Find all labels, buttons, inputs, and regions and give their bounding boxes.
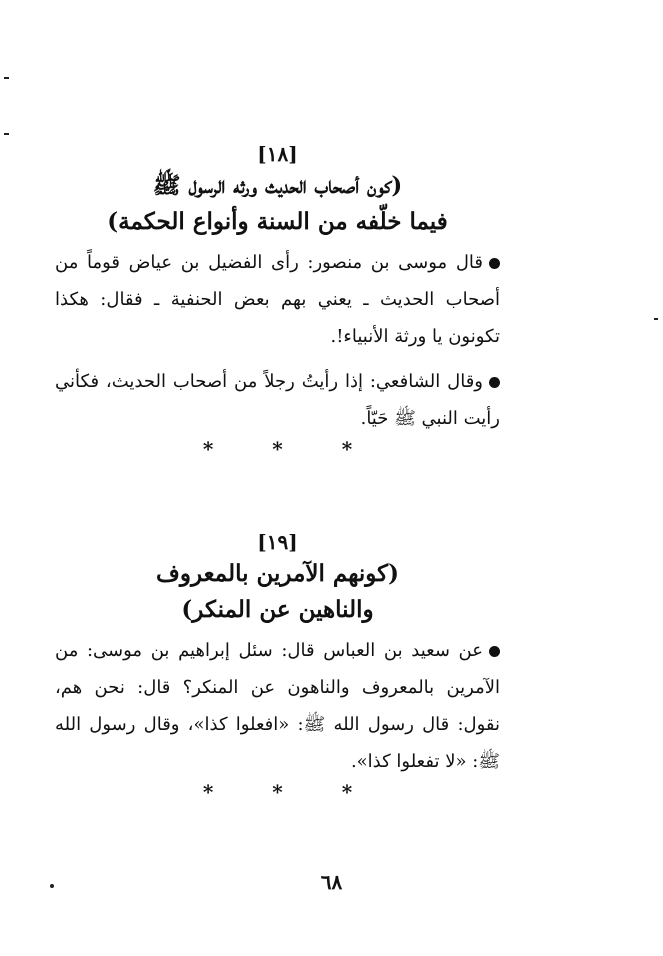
paragraph-text: قال موسى بن منصور: رأى الفضيل بن عياض قوماً من أصحاب الحديث ـ يعني بهم بعض الحنفية ـ فقال: هكذا تكونون يا ورثة الأنبياء!. <box>55 252 500 347</box>
section-number: [١٩] <box>257 530 298 554</box>
paragraph <box>55 632 500 780</box>
paragraph-text: عن سعيد بن العباس قال: سئل إبراهيم بن موسى: من الآمرين بالمعروف والناهون عن المنكر؟ قال: نحن هم، نقول: قال رسول الله ﷺ: «افعلوا كذا»، وقال رسول الله ﷺ: «لا تفعلوا كذا». <box>55 640 501 772</box>
margin-mark <box>4 77 9 79</box>
paragraph <box>55 363 500 437</box>
bullet-icon <box>489 646 500 657</box>
section-19 <box>55 530 500 804</box>
heading-line: (كون أصحاب الحديث ورثه الرسول ﷺ <box>152 172 403 199</box>
section-body <box>55 632 500 780</box>
margin-mark <box>654 318 658 320</box>
paragraph-text: وقال الشافعي: إذا رأيتُ رجلاً من أصحاب الحديث، فكأني رأيت النبي ﷺ حَيّاً. <box>55 371 500 429</box>
bullet-icon <box>489 258 500 269</box>
bullet-icon <box>489 377 500 388</box>
page-number: ٦٨ <box>320 870 343 894</box>
section-body <box>55 244 500 437</box>
section-18 <box>55 142 500 461</box>
section-number: [١٨] <box>257 142 298 166</box>
section-separator: * * * <box>202 437 379 461</box>
section-heading <box>55 168 500 240</box>
heading-line: فيما خلّفه من السنة وأنواع الحكمة) <box>107 208 448 235</box>
paragraph <box>55 244 500 355</box>
section-heading <box>55 556 500 628</box>
heading-line: (كونهم الآمرين بالمعروف <box>156 560 399 587</box>
section-separator: * * * <box>202 780 379 804</box>
margin-mark <box>4 133 9 135</box>
heading-line: والناهين عن المنكر) <box>181 596 374 623</box>
